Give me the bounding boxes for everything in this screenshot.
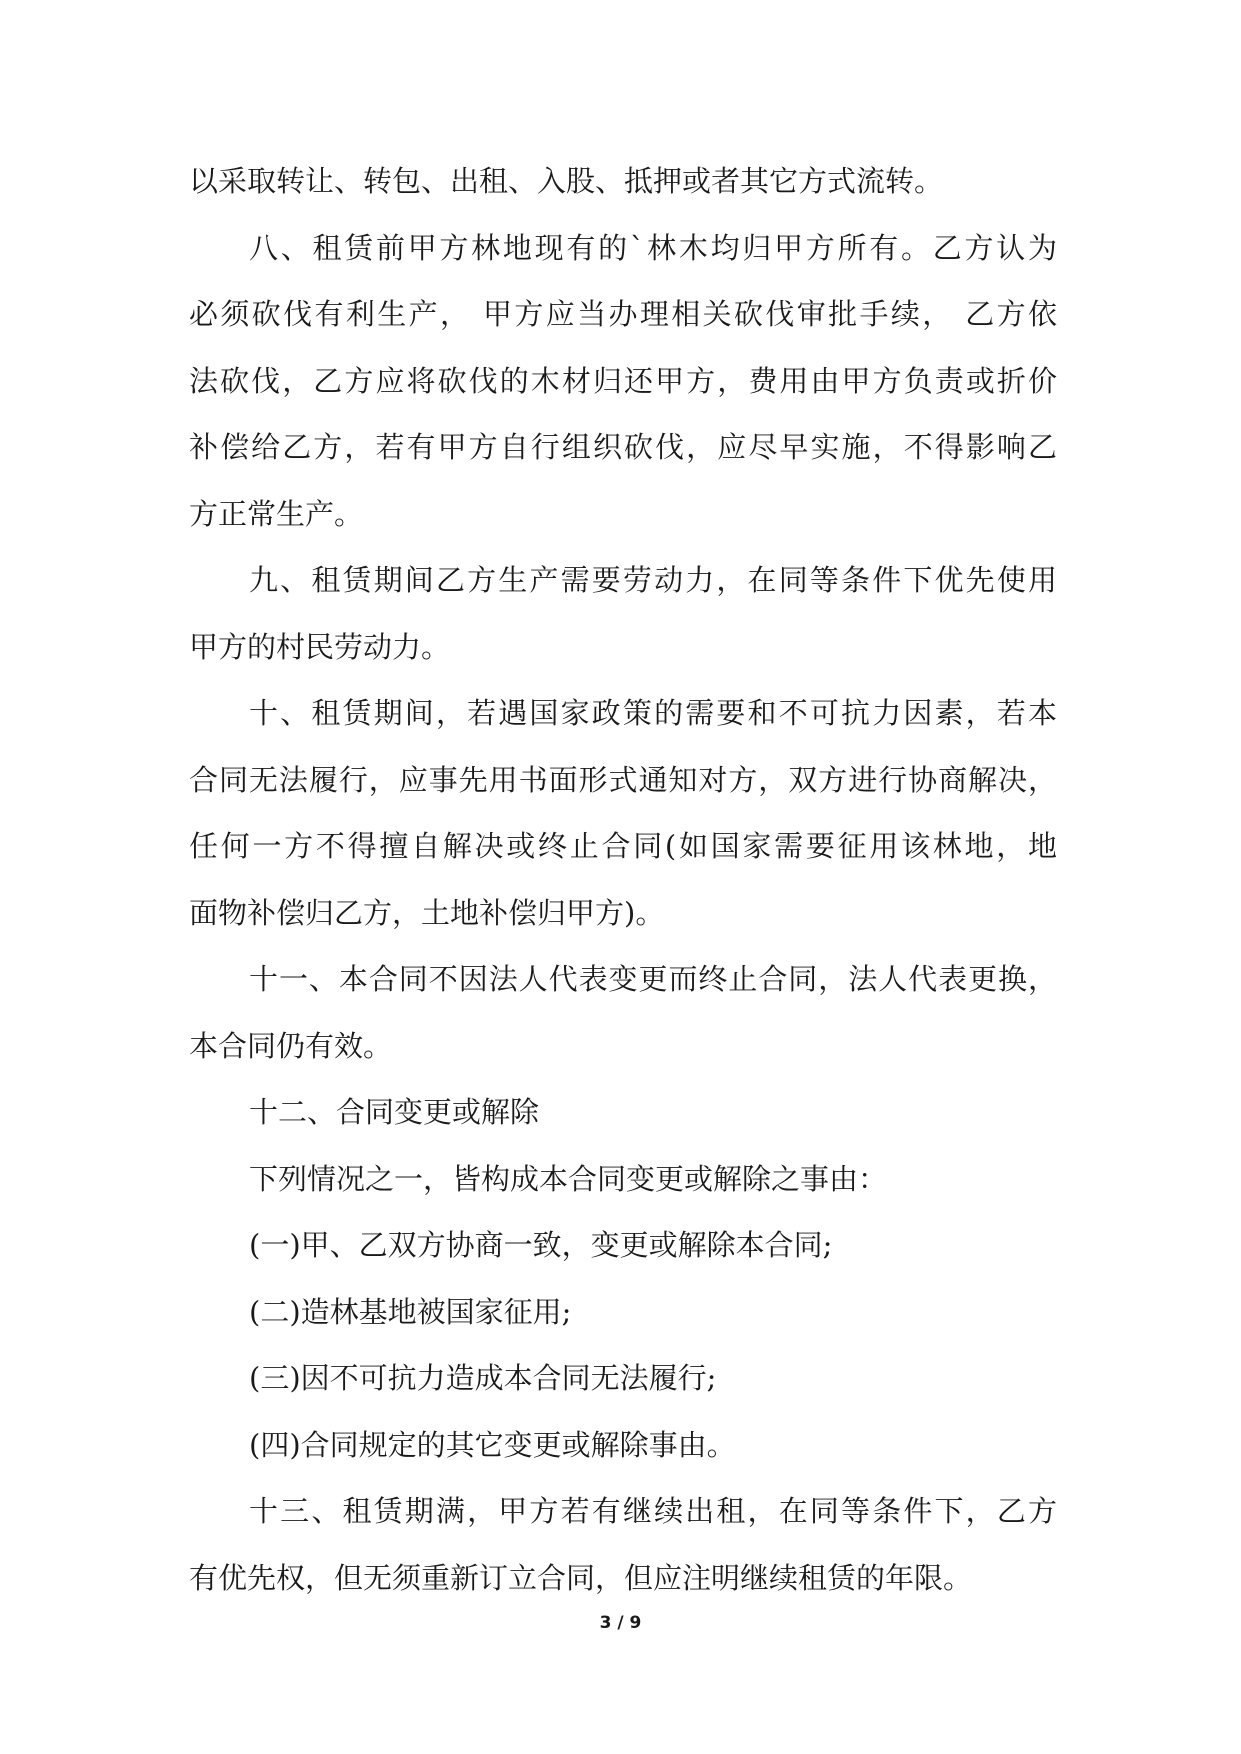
clause-10-line: 任何一方不得擅自解决或终止合同(如国家需要征用该林地，地 [189, 829, 1057, 863]
clause-8-line: 方正常生产。 [189, 496, 364, 531]
clause-12-item: (三)因不可抗力造成本合同无法履行; [249, 1361, 717, 1395]
clause-13-line: 有优先权，但无须重新订立合同，但应注明继续租赁的年限。 [189, 1560, 973, 1595]
clause-8-line: 法砍伐，乙方应将砍伐的木材归还甲方，费用由甲方负责或折价 [189, 363, 1057, 398]
clause-11-line: 本合同仍有效。 [189, 1028, 393, 1063]
clause-10-line: 面物补偿归乙方，土地补偿归甲方)。 [189, 895, 665, 930]
page-number: 3 / 9 [599, 1613, 642, 1633]
clause-12-intro: 下列情况之一，皆构成本合同变更或解除之事由： [249, 1161, 888, 1196]
clause-12-heading: 十二、合同变更或解除 [249, 1095, 540, 1129]
clause-11-line: 十一、本合同不因法人代表变更而终止合同，法人代表更换， [249, 962, 1057, 996]
clause-12-item: (四)合同规定的其它变更或解除事由。 [249, 1427, 736, 1462]
text-line: 以采取转让、转包、出租、入股、抵押或者其它方式流转。 [189, 164, 944, 198]
clause-12-item: (二)造林基地被国家征用; [249, 1294, 572, 1329]
clause-8-line: 补偿给乙方，若有甲方自行组织砍伐，应尽早实施，不得影响乙 [189, 430, 1057, 464]
clause-10-line: 十、租赁期间，若遇国家政策的需要和不可抗力因素，若本 [249, 696, 1057, 730]
clause-9-line: 九、租赁期间乙方生产需要劳动力，在同等条件下优先使用 [249, 563, 1057, 597]
clause-10-line: 合同无法履行，应事先用书面形式通知对方，双方进行协商解决， [189, 762, 1057, 797]
clause-12-item: (一)甲、乙双方协商一致，变更或解除本合同; [249, 1228, 833, 1262]
document-body [189, 148, 1057, 1611]
clause-9-line: 甲方的村民劳动力。 [189, 629, 451, 664]
clause-8-line: 必须砍伐有利生产， 甲方应当办理相关砍伐审批手续， 乙方依 [189, 297, 1057, 331]
clause-13-line: 十三、租赁期满，甲方若有继续出租，在同等条件下，乙方 [249, 1494, 1057, 1528]
clause-8-line: 八、租赁前甲方林地现有的`林木均归甲方所有。乙方认为 [249, 230, 1057, 265]
